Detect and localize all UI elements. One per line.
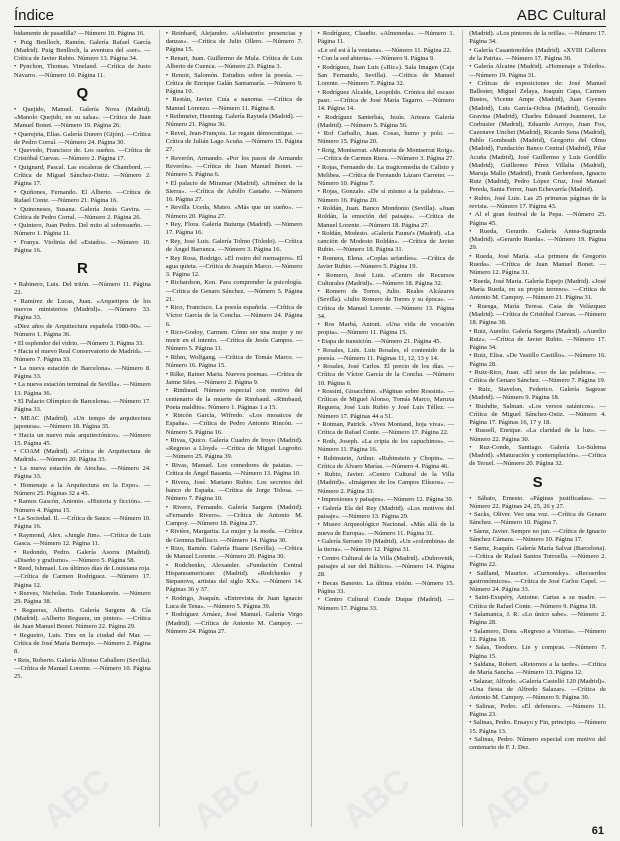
index-entry: • Rodrigo, Joaquín. «Entrevista de Juan Ignacio Luca de Tena». —Número 5. Página 39. (165, 594, 303, 610)
index-entry: • Renart, Juan. Guillermo de Mula. Crítica de Luis Alberto de Cuenca. —Número 23. Página 3. (165, 54, 303, 71)
index-entry: • Salazar, Alfredo. «Galería Castelló 120 (Madrid)». «Una fiesta de Alfredo Salazar». —Crítica de Antonio M. Campoy. —Número 9. Página 30. (469, 677, 606, 702)
index-entry: • Revilla Uceda, Mateo. «Más que un sueño». —Número 20. Página 27. (165, 204, 303, 220)
index-entry: • Sailland, Maurice. «Curnonsky». «Recuerdos gastronómicos». —Crítica de José Carlos Capel. —Número 24. Página 33. (469, 569, 606, 593)
index-entry: • Rihm, Wolfgang. —Crítica de Tomás Marco. —Número 16. Página 15. (165, 353, 303, 370)
index-entry: • Rossini, Gioacchino. «Páginas sobre Rossini». —Críticas de Miguel Alonso, Tomás Marco, Maruxa Reguera, José Luis Rubio y José Luis Téllez. —Número 17. Páginas 44 a 51. (317, 388, 455, 420)
index-entry: • Ruiz-Rico, Juan. «El sexo de las palabras». —Crítica de Genaro Sánchez. —Número 7. Página 19. (469, 369, 606, 385)
index-entry: • Restán, Javier. Cuía a nanoma. —Crítica de Manuel Lorenzo. —Número 11. Página 8. (165, 96, 303, 112)
index-entry: • Rodríguez Santerbás, Jesús. Arteara Galería (Madrid). —Número 5. Página 56. (317, 113, 455, 129)
index-entry: • Salinas, Pedro. «El defensor». —Número 11. Página 23. (469, 702, 606, 718)
index-entry: • Puig Benlloch, Ramón. Galería Rafael García (Madrid). Puig Benlloch, la aventura del «ser». —Crítica de Javier Rubio. Número 13. Página 34. (14, 38, 151, 62)
index-entry: • Rueda, José María. Galería Espejo (Madrid). «José María Rueda, en su propio terreno». —Crítica de Antonio M. Campoy. —Número 21. Página 31. (469, 277, 606, 302)
index-entry: • Rico, Francisco. La poesía española. —Crítica de Víctor García de la Concha. —Número 24. Página 6. (165, 304, 303, 328)
index-entry: • La nueva estación de Atocha». —Número 24. Página 33. (14, 465, 151, 481)
index-entry: «Diez años de Arquitectura española 1980-90». —Número 1. Página 36. (14, 322, 151, 338)
index-entry: • Galería Serrano 19 (Madrid). «Un «colombina» de la tierra». —Número 12. Página 31. (317, 538, 455, 554)
index-entry: • MEAC (Madrid). «Un tempo de arquitectura japonesa». —Número 18. Página 35. (14, 414, 151, 431)
index-entry: • Franya. Violinia del «Estado». —Número 10. Página 16. (14, 238, 151, 255)
index-entry: • Roldán, Modesto. «Galería Fauna's (Madrid). «La canción de Modesto Roldán». —Crítica de Javier Rubio. —Número 18. Página 31. (317, 230, 455, 254)
index-entry: • Rilke, Rainer Maria. Nuevos poemas. —Crítica de Jaime Siles. —Número 2. Página 9. (165, 370, 303, 386)
section-letter: Q (76, 84, 89, 102)
section-title: Índice (14, 7, 55, 24)
index-entry: • Ruiz, Aurelio. Galería Sargens (Madrid). «Aurelio Ruiz». —Crítica de Javier Rubio. —Número 17. Página 34. (469, 327, 606, 351)
index-entry: • El esplendor del vidrio. —Número 3. Página 33. (14, 339, 144, 347)
index-entry: • Galería Ela del Rey (Madrid). «Los motivos del paisaje». —Número 13. Página 29. (317, 504, 455, 520)
index-entry: • Rico-Godoy, Carmen. Cómo ser una mujer y no morir en el intento. —Crítica de Jesús Campos. —Número 5. Página 11. (165, 329, 303, 353)
index-entry: • Impresiones y paisajes». —Número 12. Página 30. (317, 496, 454, 504)
index-entry: • Rabinero, Luis. Del tritón. —Número 11. Página 22. (14, 281, 151, 297)
index-entry: • Rodríguez, Juan Luis («Ric»). Sala Imagen (Caja San Fernando, Sevilla). —Crítica de Manuel Lorente. —Número 7. Página 32. (317, 63, 455, 88)
index-columns (14, 30, 606, 827)
index-entry: • Ruiz, Stavelon, Federico. Galería Sagesse (Madrid). —Número 9. Página 18. (469, 385, 606, 401)
index-entry: • Quiñones, Fernando. El Alberto. —Crítica de Rafael Conte. —Número 21. Página 16. (14, 188, 151, 204)
index-entry: • El palacio de Miramar (Madrid). «Jiménez de la Sierra». —Crítica de Adolfo Castaño. —Número 16. Página 27. (165, 179, 303, 203)
index-entry: • Saenz, Joaquín. Galería María Salvat (Barcelona). —Crítica de Rafael Santos Torroella. —Número 2. Página 22. (469, 544, 606, 568)
index-entry: • Etapa de transición. —Número 21. Página 45. (317, 338, 442, 346)
index-entry: bidamente de pasadilla? —Número 10. Página 16. (14, 30, 145, 37)
index-entry: • Centro Cultural de la Villa (Madrid). «Dubrovnik, paisajes al sur del Báltico». —Número 14. Página 28. (317, 554, 455, 579)
index-entry: • Regueras, Alberto. Galería Sargens & Cía (Madrid). «Alberto Reguera, un pintor». —Crítica de Juan Manuel Bonet. Número 22. Página 29. (14, 606, 151, 631)
index-entry: • Rey, Flora. Galería Buturqa (Madrid). —Número 17. Página 16. (165, 221, 303, 237)
index-entry: • Quevedo, Francisco de. Los sueños. —Crítica de Cristóbal Cuevas. —Número 2. Página 17. (14, 147, 151, 163)
index-entry: • Rodríguez, Claudio. «Almoneda». —Número 1. Página 11. (317, 30, 455, 46)
watermark: ABC (475, 761, 558, 837)
index-entry: «Le sol est à la ventana». —Número 11. Página 22. (317, 46, 452, 54)
index-entry: • Roth, Joseph. «La cripta de los capuchinos». —Número 11. Página 16. (317, 437, 455, 454)
index-entry: • Romero, José Luis. «Centro de Recursos Culturales (Madrid)». —Número 18. Página 32. (317, 271, 455, 287)
index-entry: • Regueiro, Luis. Tres en la ciudad del Mar. —Crítica de José María Bermejo. —Número 2. Página 8. (14, 631, 151, 655)
index-entry: • Becas Banesto. La última visión. —Número 15. Página 33. (317, 579, 455, 595)
index-entry: • Pynchon, Thomas. Vineland. —Crítica de Justo Navarro. —Número 10. Página 11. (14, 63, 151, 79)
watermark: ABC (335, 761, 418, 837)
index-column-3 (311, 30, 455, 827)
index-entry: • Rivero, Fernando. Galería Sargens (Madrid). «Fernando Rivero». —Crítica de Antonio M. Campoy. —Número 18. Página 27. (165, 503, 303, 527)
index-entry: • Salinas, Pedro. Ensayo y Fin, principio. —Número 15. Página 13. (469, 719, 606, 735)
index-entry: (Madrid). «Los pintores de la orilla». —Número 17. Página 34. (469, 30, 606, 46)
index-entry: • Rojas, Gonzalo. «De sí mismo a la palabra». —Número 16. Página 20. (317, 188, 455, 204)
index-entry: • Revel, Jean-François. Le regain démocratique. —Crítica de Julián Lago Acuña. —Número 15. Página 27. (165, 129, 303, 154)
index-entry: • Reinhard, Alejandro. «Alebatorio: presencias y danzas». —Crítica de Julio Ollero. —Número 7. Página 15. (165, 30, 303, 54)
publication-title: ABC Cultural (516, 7, 606, 24)
index-entry: • Rizo, Ramón. Galería Haane (Sevilla). —Crítica de Manuel Lorente. —Número 20. Página 30. (165, 545, 303, 561)
index-entry: • Críticas de exposiciones de: José Manuel Ballester, Miguel Zelaya, Joaquín Capa, Carmen Bustos, Vicente Ampe (Madrid), Juan Gyenes (Madrid), Luis García-Ochoa (Madrid), Gonzalo Gravina (Madrid), Charles Edouard Jeanneret, Le Corbusier (Madrid), Eduardo Arroyo, Juan Fox, Cazenave Unchet (Madrid), Ricardo Sena (Madrid), Pablo Gombeath (Madrid), Gregorio del Olmo (Madrid), Fundación Banco Central (Madrid), Pilar Acuña (Madrid), José Guillermo y Luis Gordillo (Madrid), Guillermo Pérez Villalta (Madrid), Maruja Mallo (Madrid), Frank Gerhenfsen, Ignacio Ruiz (Madrid), Pedro López Cruz, José Manuel Pereda, Santa Ferrer, Juan Echevarría (Madrid). (469, 80, 606, 194)
index-entry: • Rojas, Fernando de. La tragicomedia de Calisto y Melibea. —Crítica de Fernando Lázaro Carreter. —Número 10. Página 7. (317, 163, 455, 187)
index-entry: • Al el gran festival de la Pepa. —Número 25. Página 45. (469, 211, 606, 227)
index-entry: • Rushdie, Salman. «Los versos satánicos». —Crítica de Miguel Sánchez-Ostiz. —Número 4. Página 17. Páginas 16, 17 y 18. (469, 402, 606, 426)
index-entry: • Roldán, Juan. Banco Mondonio (Sevilla). «Juan Roldán, la emoción del paisaje». —Crítica de Manuel Lorente. —Número 18. Página 27. (317, 205, 455, 229)
index-entry: • Museo Arqueológico Nacional. «Más allá de la nueva de Europa». —Número 11. Página 31. (317, 521, 455, 537)
index-entry: • Rivière, Margarita. La mujer y la moda. —Crítica de Gemma Bellisco. —Número 14. Página 30. (165, 528, 303, 544)
index-entry: • Rueda, Gerardo. Galería Antea-Sugrueda (Madrid). «Gerardo Rueda». —Número 19. Página 29. (469, 228, 606, 252)
index-entry: • Ruesga, María Teresa. Casa de Velázquez (Madrid). —Crítica de Cristóbal Cuevas. —Número 18. Página 38. (469, 302, 606, 326)
index-column-1 (14, 30, 151, 827)
index-entry: • Reeves, Nicholas. Todo Tutankamón. —Número 29. Página 38. (14, 590, 151, 606)
index-entry: • COAM (Madrid). «Crítica de Arquitectura de Madrid». —Número 20. Página 33. (14, 448, 151, 464)
index-entry: • La Sociedad. Il. —Crítica de Sauce. —Número 10. Página 16. (14, 515, 151, 531)
section-letter: S (532, 473, 543, 491)
index-entry: • Hacia el nuevo Real Conservatorio de Madrid». —Número 7. Página 33. (14, 348, 151, 364)
index-entry: • Redondo, Pedro. Galería Asorra (Madrid). «Diseño y grafismo». —Número 5. Página 58. (14, 548, 151, 564)
index-entry: • Rivas, Manuel. Los comedores de patatas. —Crítica de Ángel Basanta. —Número 13. Página 10. (165, 461, 303, 478)
index-entry: • El Palacio Olímpico de Barcelona». —Número 17. Página 33. (14, 398, 151, 414)
index-entry: • Ros Marbá, Antoni. «Una vida de vocación propia». —Número 11. Página 15. (317, 321, 455, 337)
index-entry: • Homenaje a la Arquitectura en la Expo». —Número 25. Páginas 32 a 45. (14, 481, 151, 497)
index-column-2 (159, 30, 303, 827)
index-entry: • Romera, Elena. «Coplas sefardíes». —Crítica de Javier Rubio. —Número 5. Página 19. (317, 254, 455, 271)
index-entry: • Salamanca, J. R. «Lo único sabe». —Número 2. Página 28. (469, 611, 606, 627)
index-entry: • Quejido, Manuel. Galería Nova (Madrid). «Manolo Quejido, en su salsa». —Crítica de Juan Manuel Bonet. —Número 19. Página 26. (14, 105, 151, 130)
index-entry: • Sacks, Oliver. Veo una voz. —Crítica de Genaro Sánchez. —Número 10. Página 7. (469, 511, 606, 527)
index-entry: • Rubinstein, Arthur. «Rubinstein y Chopin». —Crítica de Álvaro Marías. —Número 4. Página 46. (317, 454, 455, 470)
index-entry: • Centro Cultural Conde Duque (Madrid). —Número 17. Página 33. (317, 596, 455, 612)
index-entry: • Ramírez de Lucas, Juan. «Arquetipos de los nuevos ministerios (Madrid)». —Número 33. Página 33. (14, 297, 151, 322)
index-entry: • Con la sed abierta». —Número 9. Página 9. (317, 55, 435, 63)
index-entry: • Salas, Teodoro. Lie y compras. —Número 7. Página 15. (469, 644, 606, 660)
index-entry: • Quinoneses, Susana. Galería Jesús Gavira. —Crítica de Pedro Corral. —Número 2. Página 26. (14, 205, 151, 221)
index-entry: • La nueva estación de Barcelona». —Número 8. Página 33. (14, 364, 151, 380)
index-entry: • Rubio, Javier. «Centro Cultural de la Villa (Madrid)». «Imágenes de los Campos Elíseos». —Número 2. Página 31. (317, 471, 455, 495)
index-entry: • Reed, Ishmael. Los últimos días de Louisiana roja. —Crítica de Carmen Rodríguez. —Número 17. Página 12. (14, 565, 151, 589)
index-entry: • Quignard, Pascal. Las escaleras de Chambord. —Crítica de Miguel Sánchez-Ostiz. —Número 2. Página 17. (14, 163, 151, 188)
index-entry: • Richardson, Ken. Para comprender la psicología. —Crítica de Genaro Sánchez. —Número 5. Página 21. (165, 279, 303, 303)
index-entry: • Rivas, Quico. Galería Cuadro de Iroyo (Madrid). «Regreso a Lloyd» —Crítica de Miguel Logroño. —Número 25. Página 39. (165, 437, 303, 461)
watermark: ABC (35, 761, 118, 837)
index-entry: • Russell, Enrique. «La claridad de la luz». —Número 22. Página 30. (469, 427, 606, 443)
index-entry: • Ruiz, Elisa. «De Vastillo Castillo». —Número 16. Página 28. (469, 352, 606, 368)
index-entry: • Rueda, José María. «La primera de Gregorio Rueda». —Crítica de Juan Manuel Bonet. —Número 12. Página 31. (469, 252, 606, 277)
watermark: ABC (185, 761, 268, 837)
index-entry: • Romero de Torres, Julio. Reales Alcázares (Sevilla). «Julio Romero de Torres y su época». —Crítica de Manuel Lorente. —Número 13. Página 34. (317, 288, 455, 320)
index-entry: • Raymond, Alex. «Jungle Jim». —Crítica de Luis Gasca. —Número 12. Página 11. (14, 531, 151, 547)
index-column-4 (462, 30, 606, 827)
index-entry: • La nueva estación terminal de Sevilla». —Número 13. Página 36. (14, 381, 151, 397)
index-entry: • Saldana, Robert. «Retornos a la tarde». —Crítica de María Sancha. —Número 13. Página 12. (469, 661, 606, 677)
page-header (14, 4, 606, 27)
index-entry: • Rimbaud. Número especial con motivo del centenario de la muerte de Rimbaud. «Rimbaud, Poeta maldito». Número 1. Páginas 1 a 15. (165, 387, 303, 411)
index-entry: • Rotman, Patrick. «Yves Montand, hoja viva». —Crítica de Rafael Conte. —Número 17. Página 22. (317, 421, 455, 437)
index-entry: • Rof Carballo, Juan. Cosas, humo y polo. —Número 15. Página 20. (317, 130, 455, 146)
index-entry: • Ruz-Conde, Santiago. Galería Lo-Sulema (Madrid). «Maturación y contemplación». —Crítica de Teruel. —Número 20. Página 32. (469, 444, 606, 468)
index-entry: • Hacia un nuevo más arquitectónico». —Número 15. Página 45. (14, 431, 151, 447)
index-entry: • Rincón García, Wifredo. «Los mosaicos de España». —Crítica de Pedro Antonio Rincón. —Número 5. Página 16. (165, 412, 303, 436)
index-entry: • Galería Alcaine (Madrid). «Homenaje a Toledo». —Número 19. Página 31. (469, 63, 606, 79)
index-entry: • Rosales, José Carlos. El precio de los días. —Crítica de Víctor García de la Concha. —Número 10. Página 6. (317, 363, 455, 387)
index-entry: • Reis, Roberto. Galería Alfonso Caballero (Sevilla). —Crítica de Manuel Lorente. —Número 10. Página 25. (14, 656, 151, 680)
index-entry: • Salinas, Pedro. Número especial con motivo del centenario de F. J. Dez. (469, 736, 606, 752)
index-entry: • Ramos Gascón, Antonio. «Historia y ficción». —Número 4. Página 15. (14, 498, 151, 514)
index-entry: • Rodríguez Arnáez, José Manuel. Galería Virgo (Madrid). —Crítica de Antonio M. Campoy. —Número 24. Página 27. (165, 611, 303, 635)
index-entry: • Rodríguez Alcalde, Leopoldo. Crónica del escaso paso. —Crítica de José María Tagarro. —Número 14. Página 14. (317, 88, 455, 112)
index-entry: • Renoir, Salomón. Estudios sobre la poesía. —Crítica de Enrique Galán Santamaría. —Número 9. Página 10. (165, 71, 303, 95)
index-entry: • Galería Casantonobles (Madrid). «XVIII Calleres de la Patria». —Número 17. Página 30. (469, 46, 606, 62)
page-number: 61 (591, 825, 604, 837)
index-entry: • Querejeta, Elías. Galería Durero (Gijón). —Crítica de Pedro Corral. —Número 24. Página 30. (14, 130, 151, 146)
index-entry: • Rivera, José. Mariano Rubio. Los secretos del banco de España. —Crítica de Jorge Tolosa. —Número 7. Página 10. (165, 478, 303, 502)
index-entry: • Sáenz, Javier. Sempre no jun. —Crítica de Ignacio Sánchez Cámara. —Número 10. Página 17. (469, 527, 606, 544)
index-entry: • Quintero, Juan Pedro. Del mito al sobresueño. —Número 1. Página 11. (14, 222, 151, 238)
index-entry: • Rodchenko, Alexander. «Fundación Central Hispanoamericano (Madrid). «Rodchenko y Stepanova, artistas del siglo XX». —Número 14. Páginas 36 y 37. (165, 561, 303, 594)
index-entry: • Reverón, Armando. «Por los pasos de Armando Reverón». —Crítica de Juan Manuel Bonet. —Número 5. Página 6. (165, 154, 303, 178)
index-entry: • Roig, Montserrat. «Memoria de Montserrat Roig». —Crítica de Carmen Riera. —Número 3. Página 27. (317, 146, 455, 163)
index-entry: • Rosales, Luis. Luis Rosales, el contenido de la poesía. —Número 11. Páginas 11, 12, 13 y 14. (317, 346, 455, 362)
index-entry: • Saint-Exupéry, Antoine. Cartas a su madre. —Crítica de Rafael Conte. —Número 9. Página 18. (469, 594, 606, 610)
index-entry: • Sábato, Ernesto. «Páginas justificadas». —Número 22. Páginas 24, 25, 26 y 27. (469, 494, 606, 510)
index-entry: • Salamero, Dora. «Regreso a Vitoria». —Número 12. Página 18. (469, 627, 606, 643)
index-entry: • Rey Rosa, Rodrigo. «El rostro del mensajero». El agua quieta. —Crítica de Joaquín Marco. —Número 3. Página 12. (165, 254, 303, 278)
section-letter: R (76, 260, 88, 278)
index-entry: • Rubio, José Luis. Las 25 primeras páginas de la revista. —Número 17. Página 43. (469, 194, 606, 210)
index-entry: • Rethmeier, Henning. Galería Rayuela (Madrid). —Número 21. Página 36. (165, 113, 303, 129)
index-entry: • Rey, José Luis. Galería Tolmo (Toledo). —Crítica de Ángel Barranca. —Número 3. Página 16. (165, 237, 303, 253)
